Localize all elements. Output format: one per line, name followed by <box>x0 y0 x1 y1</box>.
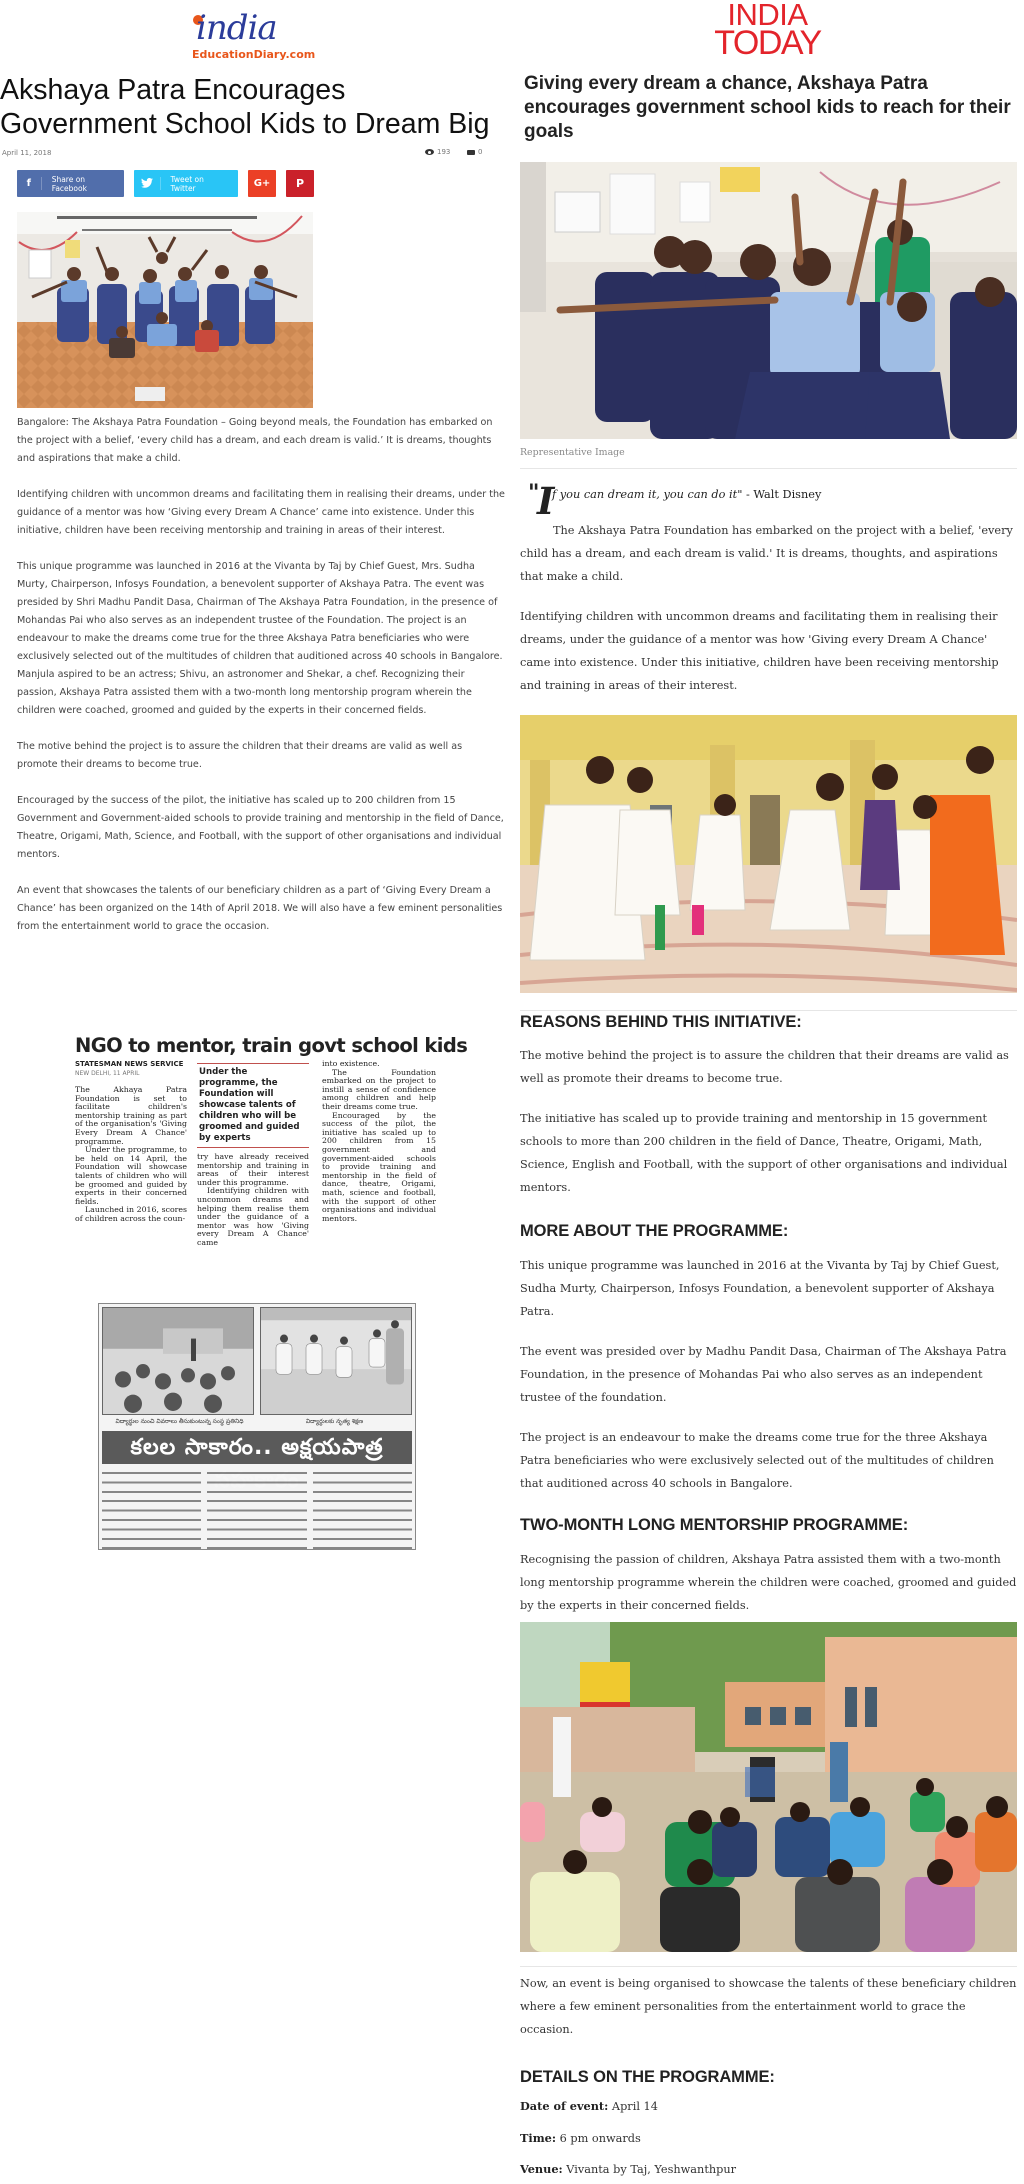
share-googleplus-button[interactable] <box>248 170 276 197</box>
clipping-text: Identifying children with uncommon dreams and helping them realise them under the guidance of a mentor was how 'Giving every Dream A Chance' came <box>197 1186 309 1247</box>
article-body <box>17 414 505 954</box>
clipping-text: try have already received mentorship and training in areas of their interest under this programme. <box>197 1152 309 1187</box>
detail-label: Venue: <box>520 2162 563 2176</box>
share-facebook-button[interactable] <box>17 170 124 197</box>
detail-label: Time: <box>520 2131 557 2145</box>
quote-attribution: - Walt Disney <box>742 488 822 501</box>
newspaper-clipping-statesman <box>75 1034 468 1247</box>
clipping-text: The Foundation embarked on the project to instill a sense of confidence among children and help their dreams come true. <box>322 1067 436 1111</box>
detail-label: Date of event: <box>520 2099 609 2113</box>
article-photo-mentorship-circle <box>520 1622 1017 1952</box>
clipping-text-column <box>313 1469 412 1549</box>
logo-word: india <box>196 8 277 48</box>
article-paragraph: The initiative has scaled up to provide training and mentorship in 15 government schools to more than 200 children in the field of Dance, Theatre, Origami, Math, Science, English and Football, with the support of other organisations and individual mentors. <box>520 1112 1008 1194</box>
section-heading: REASONS BEHIND THIS INITIATIVE: <box>520 1013 802 1031</box>
googleplus-icon: G+ <box>253 178 271 189</box>
comment-count[interactable] <box>467 148 482 156</box>
clipping-photo-outdoor-session <box>102 1307 254 1415</box>
closing-text <box>520 1972 1017 2058</box>
quote-mark-icon: " <box>528 480 540 506</box>
clipping-telugu-body <box>102 1469 412 1549</box>
clipping-column-2 <box>197 1060 309 1248</box>
clipping-banner-headline: కలల సాకారం.. అక్షయపాత్ర <box>102 1431 412 1464</box>
clipping-dateline: NEW DELHI, 11 APRIL <box>75 1070 140 1077</box>
clipping-text: The Akhaya Patra Foundation is set to facilitate children's mentorship training as part of the organisation's 'Giving Every Dream A Chance' programme. <box>75 1085 187 1146</box>
clipping-caption-right: విద్యార్థులకు నృత్య శిక్షణ <box>305 1418 364 1425</box>
divider <box>520 1010 1017 1011</box>
share-buttons <box>17 170 314 197</box>
article-title: Giving every dream a chance, Akshaya Patra encourages government school kids to reach for their goals <box>524 73 1011 142</box>
article-paragraph: Identifying children with uncommon dreams and facilitating them in realising their dreams, under the guidance of a mentor was how ‘Giving every Dream A Chance’ came into existence. Under this initiative, children have been receiving mentorship and training in areas of their interest. <box>17 489 505 536</box>
section-heading: DETAILS ON THE PROGRAMME: <box>520 2068 775 2086</box>
clipping-text-column <box>207 1469 306 1549</box>
clipping-pullquote: Under the programme, the Foundation will showcase talents of children who will be groomed and guided by experts <box>197 1063 309 1148</box>
clipping-headline: NGO to mentor, train govt school kids <box>75 1034 468 1057</box>
article-paragraph: Bangalore: The Akshaya Patra Foundation – Going beyond meals, the Foundation has embarked on the project with a belief, ‘every child has a dream, and each dream is valid.’ It is dreams, thoughts and aspirations that make a child. <box>17 417 493 464</box>
section-body <box>520 1044 1017 1216</box>
share-pinterest-button[interactable] <box>286 170 314 197</box>
quote-text: f you can dream it, you can do it" <box>552 488 743 501</box>
article-title: Akshaya Patra Encourages Government School Kids to Dream Big <box>0 74 490 140</box>
article-paragraph: Encouraged by the success of the pilot, the initiative has scaled up to 200 children from 15 Government and Government-aided schools to provide training and mentorship in the field of Dance, Theatre, Origami, Math, Science, and Football, with the support of other organisations and individual mentors. <box>17 795 504 860</box>
article-paragraph: The event was presided over by Madhu Pandit Dasa, Chairman of The Akshaya Patra Foundation, in the presence of Mohandas Pai who also serves as an independent trustee of the foundation. <box>520 1345 1007 1404</box>
facebook-icon: f <box>17 177 42 190</box>
clipping-text: into existence. <box>322 1059 380 1068</box>
detail-value: April 14 <box>608 2100 658 2113</box>
article-photo-outdoor-dance <box>520 715 1017 993</box>
article-paragraph: The motive behind the project is to assure the children that their dreams are valid as well as promote their dreams to become true. <box>17 741 463 770</box>
india-education-diary-logo[interactable] <box>178 10 318 60</box>
detail-value: Vivanta by Taj, Yeshwanthpur <box>562 2163 737 2176</box>
article-photo-classroom-dance <box>520 162 1017 439</box>
divider <box>520 1966 1017 1967</box>
article-paragraph: The project is an endeavour to make the dreams come true for the three Akshaya Patra beneficiaries who were exclusively selected out of the multitudes of children that auditioned across 40 schools in Bangalore. <box>520 1431 994 1490</box>
clipping-photo-dance-class <box>260 1307 412 1415</box>
clipping-column-3 <box>322 1060 436 1223</box>
section-heading: TWO-MONTH LONG MENTORSHIP PROGRAMME: <box>520 1516 909 1534</box>
clipping-caption-left: విద్యార్థుల నుంచి వివరాలు తీసుకుంటున్న సంస్థ ప్రతినిధి <box>115 1418 244 1425</box>
comment-icon <box>467 150 475 155</box>
clipping-agency: STATESMAN NEWS SERVICE <box>75 1060 184 1068</box>
section-heading: MORE ABOUT THE PROGRAMME: <box>520 1222 789 1240</box>
article-paragraph: This unique programme was launched in 2016 at the Vivanta by Taj by Chief Guest, Sudha Murty, Chairperson, Infosys Foundation, a benevolent supporter of Akshaya Patra. <box>520 1259 1000 1318</box>
twitter-bird-icon <box>134 177 161 190</box>
detail-time <box>520 2131 641 2145</box>
eye-icon <box>425 149 434 155</box>
article-paragraph: The motive behind the project is to assure the children that their dreams are valid as well as promote their dreams to become true. <box>520 1049 1009 1085</box>
article-date: April 11, 2018 <box>2 149 52 157</box>
clipping-column-1 <box>75 1060 187 1224</box>
logo-line-1: INDIA <box>727 0 808 32</box>
share-twitter-label: Tweet on Twitter <box>170 174 204 193</box>
section-body <box>520 1254 1017 1512</box>
view-count <box>425 148 450 156</box>
newspaper-clipping-telugu <box>98 1303 416 1550</box>
article-paragraph: Identifying children with uncommon dreams and facilitating them in realising their dreams, under the guidance of a mentor was how 'Giving every Dream A Chance' came into existence. Under this initiative, children have been receiving mentorship and training in areas of their interest. <box>520 610 999 692</box>
clipping-text: Encouraged by the success of the pilot, the initiative has scaled up to 200 children from 15 government and government-aided schools to provide training and mentorship in the field of dance, theatre, Origami, math, science and football, with the support of other organisations and individual mentors. <box>322 1110 436 1223</box>
clipping-text-column <box>102 1469 201 1549</box>
comment-count-value: 0 <box>478 148 483 156</box>
clipping-text: Launched in 2016, scores of children across the coun- <box>75 1205 187 1223</box>
pull-quote <box>528 479 1008 524</box>
photo-caption: Representative Image <box>520 447 625 458</box>
view-count-value: 193 <box>437 148 451 156</box>
detail-venue <box>520 2162 736 2176</box>
detail-value: 6 pm onwards <box>556 2132 641 2145</box>
clipping-text: Under the programme, to be held on 14 April, the Foundation will showcase talents of children who will be groomed and guided by experts in their concerned fields. <box>75 1145 187 1206</box>
intro-text <box>520 519 1017 714</box>
share-twitter-button[interactable] <box>134 170 238 197</box>
logo-subtitle: EducationDiary.com <box>192 48 316 61</box>
article-paragraph: The Akshaya Patra Foundation has embarked on the project with a belief, 'every child has a dream, and each dream is valid.' It is dreams, thoughts, and aspirations that make a child. <box>520 524 1013 583</box>
logo-line-2: TODAY <box>714 24 821 62</box>
article-paragraph: An event that showcases the talents of our beneficiary children as a part of ‘Giving Every Dream a Chance’ has been organized on the 14th of April 2018. We will also have a few eminent personalities from the entertainment world to grace the occasion. <box>17 885 503 932</box>
article-paragraph: Now, an event is being organised to showcase the talents of these beneficiary children where a few eminent personalities from the entertainment world to grace the occasion. <box>520 1977 1017 2036</box>
article-paragraph: Recognising the passion of children, Akshaya Patra assisted them with a two-month long mentorship programme wherein the children were coached, groomed and guided by the experts in their concerned fields. <box>520 1553 1017 1612</box>
detail-date <box>520 2099 658 2113</box>
india-today-logo[interactable] <box>705 0 830 62</box>
divider <box>520 468 1017 469</box>
quote-drop-cap: I <box>537 479 555 523</box>
article-paragraph: This unique programme was launched in 2016 at the Vivanta by Taj by Chief Guest, Mrs. Sudha Murty, Chairperson, Infosys Foundation, a benevolent supporter of Akshaya Patra. The event was presided by Shri Madhu Pandit Dasa, Chairman of The Akshaya Patra Foundation, in the presence of Mohandas Pai who also serves as an independent trustee of the Foundation. The project is an endeavour to make the dreams come true for the three Akshaya Patra beneficiaries who were exclusively selected out of the multitudes of children that auditioned across 40 schools in Bangalore. Manjula aspired to be an actress; Shivu, an astronomer and Shekar, a chef. Recognizing their passion, Akshaya Patra assisted them with a two-month long mentorship program wherein the children were coached, groomed and guided by the experts in their concerned fields. <box>17 561 503 716</box>
article-photo-classroom-group <box>17 212 313 408</box>
share-facebook-label: Share on Facebook <box>51 174 87 193</box>
pinterest-icon: P <box>295 177 305 190</box>
